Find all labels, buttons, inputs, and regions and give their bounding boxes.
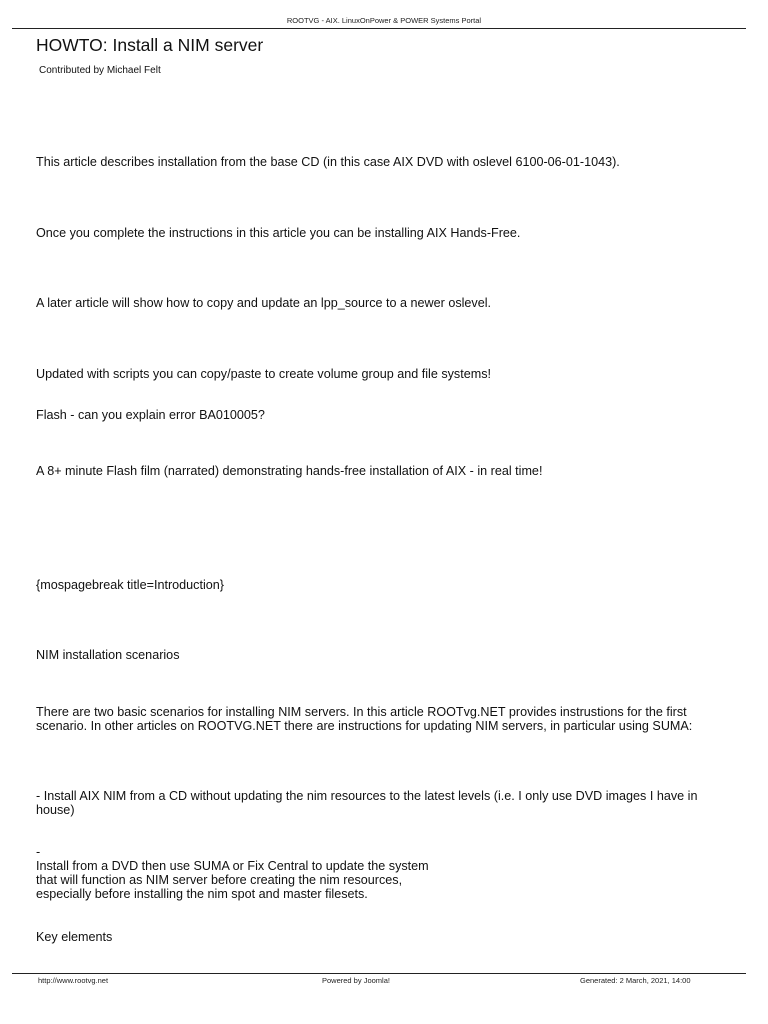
article-byline: Contributed by Michael Felt xyxy=(39,65,161,76)
paragraph-pagebreak: {mospagebreak title=Introduction} xyxy=(36,578,224,592)
footer-powered-by: Powered by Joomla! xyxy=(322,976,390,985)
list-item-scenario-dvd: - Install from a DVD then use SUMA or Fix Central to update the system that will function as NIM server before creating the nim resources, especially before installing the nim spot and master filesets. xyxy=(36,845,429,901)
section-heading-scenarios: NIM installation scenarios xyxy=(36,648,180,662)
footer-url: http://www.rootvg.net xyxy=(38,976,109,985)
section-heading-key-elements: Key elements xyxy=(36,930,113,944)
paragraph-intro: This article describes installation from the base CD (in this case AIX DVD with oslevel 6100-06-01-1043). xyxy=(36,155,620,169)
paragraph-hands-free: Once you complete the instructions in this article you can be installing AIX Hands-Free. xyxy=(36,226,521,240)
article-title: HOWTO: Install a NIM server xyxy=(36,35,264,55)
paragraph-flash-film: A 8+ minute Flash film (narrated) demonstrating hands-free installation of AIX - in real time! xyxy=(36,464,543,478)
footer-generated: Generated: 2 March, 2021, 14:00 xyxy=(580,976,691,985)
header-rule xyxy=(12,28,746,29)
running-header: ROOTVG - AIX. LinuxOnPower & POWER Systems Portal xyxy=(286,16,482,25)
paragraph-scenarios: There are two basic scenarios for installing NIM servers. In this article ROOTvg.NET provides instrustions for the first scenario. In other articles on ROOTVG.NET there are instructions for updating NIM servers, in particular using SUMA: xyxy=(36,705,693,733)
paragraph-flash-error: Flash - can you explain error BA010005? xyxy=(36,408,265,422)
list-item-scenario-cd: - Install AIX NIM from a CD without updating the nim resources to the latest levels (i.e. I only use DVD images I have in house) xyxy=(36,789,698,817)
footer-rule xyxy=(12,973,746,974)
paragraph-later-article: A later article will show how to copy and update an lpp_source to a newer oslevel. xyxy=(36,296,492,310)
paragraph-scripts: Updated with scripts you can copy/paste to create volume group and file systems! xyxy=(36,367,492,381)
